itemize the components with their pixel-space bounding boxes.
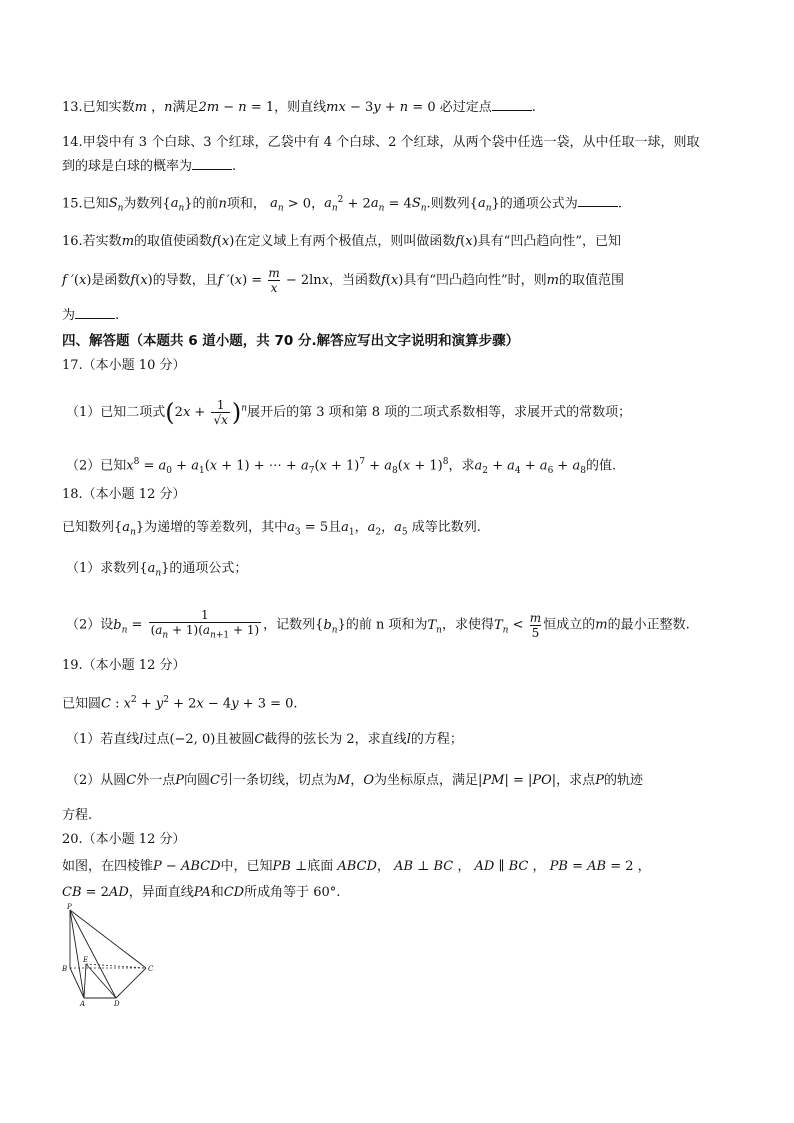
question-16-cont2: 为 . <box>62 308 120 323</box>
question-16-cont: f ′(x)是函数f(x)的导数，且f ′(x) = $\frac{m}{x}$ − 2lnx，当函数f(x)具有“凹凸趋向性”时，则m的取值范围 <box>62 266 624 295</box>
question-16: 16.若实数m的取值使函数f(x)在定义域上有两个极值点，则叫做函数f(x)具有“凹凸趋向性”，已知 <box>62 234 621 249</box>
answer-blank[interactable] <box>192 157 232 170</box>
edge-ec-hidden <box>86 964 146 968</box>
question-14-cont: 到的球是白球的概率为 . <box>62 159 237 174</box>
label-c: C <box>148 965 154 973</box>
question-17-part2: （2）已知$x^8 = a_0 + a_1(x + 1)$ + ⋯ + $a_7(x + 1)^7 + a_8(x + 1)^8$，求$a_2 + a_4 + a_6 + a_8$的值. <box>66 457 617 476</box>
question-19-part1: （1）若直线l过点(−2, 0)且被圆C截得的弦长为 2，求直线l的方程； <box>66 732 463 747</box>
question-15: 15.已知$S_n$为数列$\{a_n\}$的前n项和， $a_n > 0$，$a_n^2 + 2a_n = 4S_n$.则数列$\{a_n\}$的通项公式为 . <box>62 195 622 214</box>
section-heading: 四、解答题（本题共 6 道小题，共 70 分.解答应写出文字说明和演算步骤） <box>62 333 520 349</box>
label-p: P <box>67 903 72 911</box>
question-20-stem: 如图，在四棱锥P − ABCD中，已知PB ⊥底面 ABCD， AB ⊥ BC ， AD ∥ BC ， PB = AB = 2 ， <box>62 859 651 874</box>
question-19-part2-cont: 方程. <box>62 808 93 823</box>
question-18-part1: （1）求数列$\{a_n\}$的通项公式； <box>66 561 248 579</box>
answer-blank[interactable] <box>492 98 532 111</box>
question-18-part2: （2）设$b_n$ = $\frac{1}{(a_n + 1)(a_{n+1} + 1)}$ ，记数列$\{b_n\}$的前 n 项和为$T_n$，求使得$T_n$ < $\frac{m}{5}$ 恒成立的m的最小正整数. <box>66 608 690 641</box>
question-17-part1: （1）已知二项式(2x + $\frac{1}{√x}$ )$^n$展开后的第 3 项和第 8 项的二项式系数相等，求展开式的常数项； <box>66 398 632 427</box>
label-a: A <box>80 1000 86 1008</box>
q13-text: 13.已知实数 <box>62 100 135 115</box>
question-19-part2: （2）从圆C外一点P向圆C引一条切线，切点为M，O为坐标原点，满足|PM| = |PO|，求点P的轨迹 <box>66 773 643 788</box>
edge-ea <box>84 964 86 998</box>
question-19-title: 19.（本小题 12 分） <box>62 658 186 673</box>
question-17-title: 17.（本小题 10 分） <box>62 358 186 373</box>
edge-pc <box>70 910 146 968</box>
question-19-stem: 已知圆C : $x^2 + y^2 + 2x - 4y + 3 = 0$. <box>62 695 298 712</box>
question-20-title: 20.（本小题 12 分） <box>62 832 186 847</box>
question-13: 13.已知实数m ，n满足2m − n = 1，则直线mx − 3y + n = 0 必过定点 . <box>62 100 536 115</box>
label-e: E <box>83 956 89 964</box>
label-d: D <box>114 1000 120 1008</box>
edge-dc <box>116 968 146 998</box>
question-18-stem: 已知数列$\{a_n\}$为递增的等差数列，其中$a_3 = 5$且$a_1$，$a_2$，$a_5$ 成等比数列. <box>62 520 481 538</box>
answer-blank[interactable] <box>75 306 115 319</box>
answer-blank[interactable] <box>578 194 618 207</box>
question-14: 14.甲袋中有 3 个白球、3 个红球，乙袋中有 4 个白球、2 个红球，从两个袋中任选一袋，从中任取一球，则取 <box>62 135 700 150</box>
pyramid-figure <box>58 902 158 1012</box>
question-20-stem-cont: CB = 2AD，异面直线PA和CD所成角等于 60°. <box>62 885 341 900</box>
label-b: B <box>62 965 68 973</box>
question-18-title: 18.（本小题 12 分） <box>62 487 186 502</box>
